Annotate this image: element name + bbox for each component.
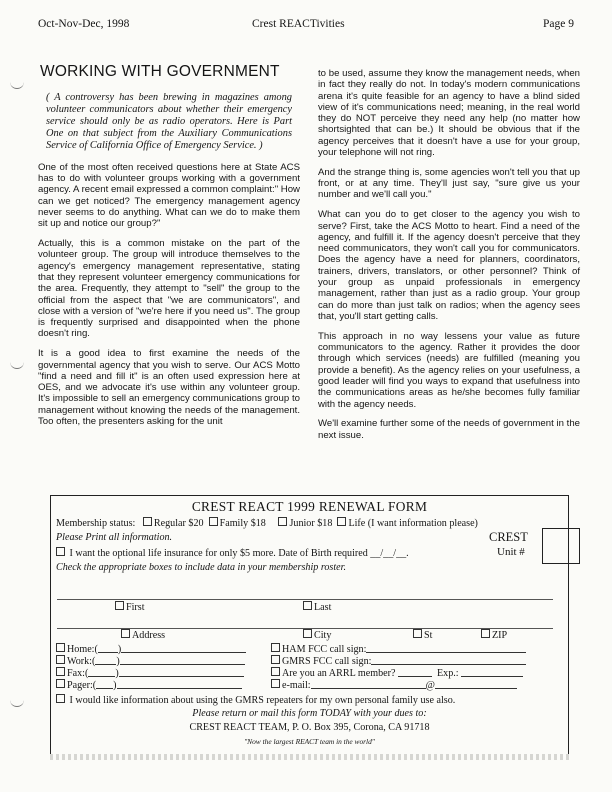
ham-row xyxy=(271,643,526,655)
email-user-field[interactable] xyxy=(311,688,426,689)
article-title: WORKING WITH GOVERNMENT xyxy=(40,63,280,80)
renewal-form xyxy=(50,495,569,755)
return-note: Please return or mail this form TODAY with your dues to: xyxy=(192,708,427,719)
ham-label: HAM FCC call sign: xyxy=(282,644,367,655)
roster-note: Check the appropriate boxes to include data in your membership roster. xyxy=(56,562,346,573)
punch-hole-mark xyxy=(10,362,24,369)
form-title: CREST REACT 1999 RENEWAL FORM xyxy=(191,499,428,514)
address-label: Address xyxy=(132,630,166,641)
city-label: City xyxy=(314,630,332,641)
email-domain-field[interactable] xyxy=(435,688,517,689)
home-phone-row: Home:( ) xyxy=(56,643,246,655)
article-right-column xyxy=(318,68,580,449)
home-area-code-field[interactable] xyxy=(98,652,118,653)
article-paragraph: We'll examine further some of the needs of government in the next issue. xyxy=(318,418,580,441)
arrl-label: Are you an ARRL member? xyxy=(282,668,396,679)
home-phone-field[interactable] xyxy=(121,652,246,653)
punch-hole-mark xyxy=(10,82,24,89)
article-left-column xyxy=(38,63,300,436)
fax-field[interactable] xyxy=(119,676,244,677)
email-label: e-mail: xyxy=(282,680,311,691)
article-paragraph: Actually, this is a common mistake on the part of the volunteer group. The group will introduce themselves to the agency's emergency management representative, stating that they represent volunteer emergency communications for the area. Frequently, they attempt to "sell" the group to the official from the aspect that "we are communicators", and close with a version of "we're here if you need us". The group is frequently surprised and disappointed when the phone doesn't ring. xyxy=(38,238,300,340)
name-field[interactable] xyxy=(57,599,553,600)
state-row xyxy=(413,629,432,641)
insurance-checkbox[interactable] xyxy=(56,547,65,556)
publication-name: Crest REACTivities xyxy=(252,18,345,30)
fax-checkbox[interactable] xyxy=(56,667,65,676)
article-intro: ( A controversy has been brewing in magazines among volunteer communicators about whether their emergency service should only be as radio operators. Here is Part One on that subject from the Auxiliary Communications Service of California Office of Emergency Service. ) xyxy=(46,92,292,151)
city-row xyxy=(303,629,331,641)
gmrs-info-label: I would like information about using the GMRS repeaters for my own personal family use also. xyxy=(69,695,456,706)
life-checkbox[interactable] xyxy=(337,517,346,526)
email-at-sign: @ xyxy=(425,680,435,691)
pager-field[interactable] xyxy=(117,688,242,689)
regular-option-label: Regular $20 xyxy=(153,518,204,529)
gmrs-info-checkbox[interactable] xyxy=(56,694,65,703)
address-checkbox[interactable] xyxy=(121,629,130,638)
exp-label: Exp.: xyxy=(437,668,459,679)
arrl-row xyxy=(271,667,523,679)
address-row xyxy=(121,629,165,641)
home-phone-checkbox[interactable] xyxy=(56,643,65,652)
crest-label: CREST xyxy=(489,530,528,544)
pager-row: Pager:( ) xyxy=(56,679,242,691)
arrl-checkbox[interactable] xyxy=(271,667,280,676)
exp-date-field[interactable] xyxy=(461,676,523,677)
pager-label: Pager:( xyxy=(67,680,97,691)
last-name-checkbox[interactable] xyxy=(303,601,312,610)
first-name-row xyxy=(115,601,145,613)
family-option-label: Family $18 xyxy=(219,518,266,529)
work-phone-label: Work:( xyxy=(67,656,96,667)
article-paragraph: This approach in no way lessens your value as future communicators to the agency. Rather it provides the door through which services (needs) are fulfilled (meaning you provide a benefit). As the agency relies on your usefulness, a good leader will find you ways to expand that usefulness into the communications areas as he/she becomes fully familiar with the agency needs. xyxy=(318,330,580,410)
family-checkbox[interactable] xyxy=(209,517,218,526)
state-label: St xyxy=(424,630,433,641)
gmrs-info-row xyxy=(56,694,563,706)
article-paragraph: What can you do to get closer to the agency you wish to serve? First, take the ACS Motto to heart. Find a need of the agency, and fulfill it. If the agency doesn't perceive that they need communicators, they won't call you for communicators. Does the agency have a need for planners, coordinators, trainers, drivers, translators, or other personnel? Think of your group as unpaid professionals in emergency management, rather than just as a radio group. Your group can do more than just talk on radios; when the agency sees that, you'll start getting calls. xyxy=(318,209,580,322)
work-area-code-field[interactable] xyxy=(95,664,116,665)
first-name-checkbox[interactable] xyxy=(115,601,124,610)
junior-checkbox[interactable] xyxy=(278,517,287,526)
tagline: "Now the largest REACT team in the world" xyxy=(244,737,375,746)
last-name-label: Last xyxy=(314,602,332,613)
insurance-row xyxy=(56,547,563,559)
zip-row xyxy=(481,629,507,641)
fax-row: Fax:( ) xyxy=(56,667,244,679)
ham-checkbox[interactable] xyxy=(271,643,280,652)
article-paragraph: to be used, assume they know the management needs, when in fact they really do not. In today's modern communications arena it's quite feasible for an agency to have a blind sided view of it's communications need; meaning, in the real world they do NOT perceive they need any help (no matter how shortsighted that can be.) It should be obvious that if the agency perceives that it doesn't have a use for your group, your telephone will not ring. xyxy=(318,68,580,159)
work-phone-checkbox[interactable] xyxy=(56,655,65,664)
email-checkbox[interactable] xyxy=(271,679,280,688)
insurance-label: I want the optional life insurance for only $5 more. Date of Birth required __/__/__. xyxy=(69,548,409,559)
pager-area-code-field[interactable] xyxy=(96,688,113,689)
city-checkbox[interactable] xyxy=(303,629,312,638)
article-paragraph: One of the most often received questions here at State ACS has to do with volunteer groups working with a government agency. A recent email expressed a common complaint:" How can we get noticed? The emergency management agency never seems to do anything. What can we do to make them sit up and notice our group?" xyxy=(38,161,300,230)
mailing-address: CREST REACT TEAM, P. O. Box 395, Corona, CA 91718 xyxy=(189,722,430,733)
fax-area-code-field[interactable] xyxy=(88,676,115,677)
membership-status-label: Membership status: xyxy=(56,518,136,529)
form-bottom-border xyxy=(50,754,569,760)
pager-checkbox[interactable] xyxy=(56,679,65,688)
home-phone-label: Home:( xyxy=(67,644,98,655)
regular-checkbox[interactable] xyxy=(143,517,152,526)
article-paragraph: And the strange thing is, some agencies won't tell you that up front, or at any time. They'll just say, "sure give us your number and we'll call you." xyxy=(318,166,580,201)
work-phone-row: Work:( ) xyxy=(56,655,245,667)
gmrs-checkbox[interactable] xyxy=(271,655,280,664)
fax-label: Fax:( xyxy=(67,668,89,679)
state-checkbox[interactable] xyxy=(413,629,422,638)
life-option-label: Life (I want information please) xyxy=(348,518,478,529)
page-number: Page 9 xyxy=(543,18,574,30)
last-name-row xyxy=(303,601,331,613)
gmrs-call-sign-field[interactable] xyxy=(371,664,526,665)
ham-call-sign-field[interactable] xyxy=(366,652,526,653)
zip-checkbox[interactable] xyxy=(481,629,490,638)
print-note: Please Print all information. xyxy=(56,532,173,543)
first-name-label: First xyxy=(126,602,145,613)
arrl-answer-field[interactable] xyxy=(398,676,432,677)
article-paragraph: It is a good idea to first examine the needs of the governmental agency that you wish to serve. Our ACS Motto "find a need and fill it" is an often used expression here at OES, and we advocate it's use within any volunteer group. It's impossible to sell an emergency communications group to management without knowing the needs of the management. Too often, the presenters asking for the unit xyxy=(38,348,300,428)
unit-number-label: Unit # xyxy=(497,546,525,558)
punch-hole-mark xyxy=(10,700,24,707)
work-phone-field[interactable] xyxy=(120,664,245,665)
zip-label: ZIP xyxy=(492,630,508,641)
email-row xyxy=(271,679,517,691)
gmrs-row xyxy=(271,655,526,667)
issue-date: Oct-Nov-Dec, 1998 xyxy=(38,18,130,30)
junior-option-label: Junior $18 xyxy=(289,518,333,529)
membership-status-row xyxy=(56,517,563,529)
gmrs-label: GMRS FCC call sign: xyxy=(282,656,372,667)
